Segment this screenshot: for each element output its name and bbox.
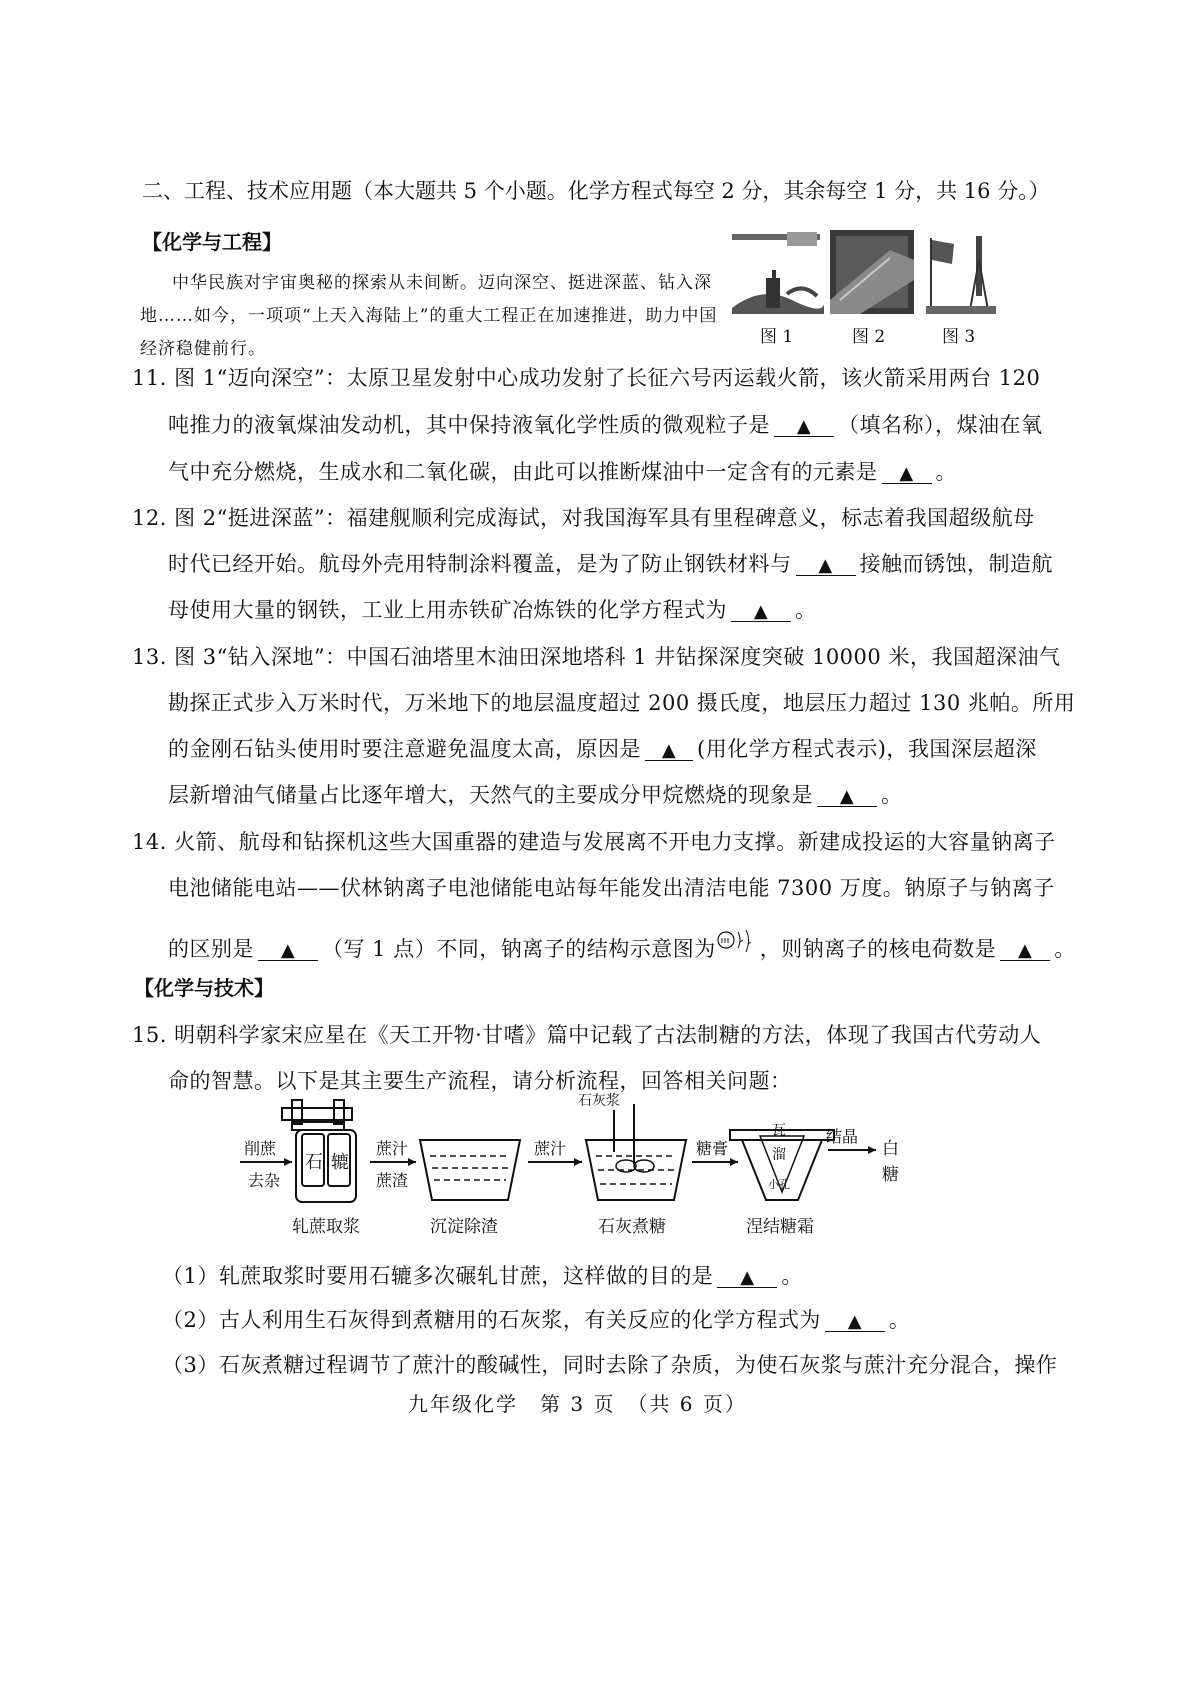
arrow1-label-top: 蔗汁 [376, 1139, 409, 1158]
roller-left-label: 石 [305, 1152, 323, 1173]
q15-line-2: 命的智慧。以下是其主要生产流程，请分析流程，回答相关问题： [168, 1069, 792, 1093]
figure-1-caption: 图 1 [760, 327, 794, 347]
q15-line-1: 15. 明朝科学家宋应星在《天工开物·甘嗜》篇中记载了古法制糖的方法，体现了我国古代劳动人 [132, 1023, 1042, 1047]
roller-right-label: 辘 [331, 1152, 349, 1173]
section-title: 二、工程、技术应用题（本大题共 5 个小题。化学方程式每空 2 分，其余每空 1 分，共 16 分。） [142, 179, 1050, 203]
arrow2-label-top: 蔗汁 [534, 1139, 567, 1158]
q14-line-3: 的区别是 ▲ （写 1 点）不同，钠离子的结构示意图为 ，则钠离子的核电荷数是 ▲ 。 [168, 930, 1076, 963]
output-label-2: 糖 [882, 1165, 899, 1185]
figure-2-image [830, 230, 914, 314]
answer-blank[interactable]: ▲ [774, 416, 834, 437]
answer-blank[interactable]: ▲ [645, 740, 693, 761]
intro-line-2: 地……如今，一项项“上天入海陆上”的重大工程正在加速推进，助力中国 [140, 306, 718, 326]
q13-line-3: 的金刚石钻头使用时要注意避免温度太高，原因是 ▲ (用化学方程式表示)，我国深层超深 [168, 737, 1037, 761]
answer-blank[interactable]: ▲ [1000, 940, 1050, 961]
intro-line-1: 中华民族对宇宙奥秘的探索从未间断。迈向深空、挺进深蓝、钻入深 [172, 273, 712, 293]
answer-blank[interactable]: ▲ [717, 1267, 777, 1288]
answer-blank[interactable]: ▲ [882, 463, 932, 484]
lime-slurry-label: 石灰浆 [578, 1093, 620, 1109]
funnel-mid-label: 溜 [772, 1147, 786, 1163]
figure-1-image [732, 230, 824, 314]
step-caption-1: 轧蔗取浆 [292, 1217, 360, 1237]
q14-line-2: 电池储能电站——伏林钠离子电池储能电站每年能发出清洁电能 7300 万度。钠原子与钠离子 [168, 876, 1055, 900]
answer-blank[interactable]: ▲ [796, 555, 856, 576]
q12-line-2: 时代已经开始。航母外壳用特制涂料覆盖，是为了防止钢铁材料与 ▲ 接触而锈蚀，制造航 [168, 552, 1053, 576]
q13-line-2: 勘探正式步入万米时代，万米地下的地层温度超过 200 摄氏度，地层压力超过 130 兆帕。所用 [168, 691, 1076, 715]
step-caption-3: 石灰煮糖 [598, 1217, 666, 1237]
q15-sub2: （2）古人利用生石灰得到煮糖用的石灰浆，有关反应的化学方程式为 ▲ 。 [162, 1308, 911, 1332]
figure-2-caption: 图 2 [852, 327, 886, 347]
q12-line-3: 母使用大量的钢铁，工业上用赤铁矿冶炼铁的化学方程式为 ▲ 。 [168, 598, 817, 622]
q11-line-1: 11. 图 1“迈向深空”：太原卫星发射中心成功发射了长征六号丙运载火箭，该火箭采用两台 120 [132, 366, 1041, 390]
q12-line-1: 12. 图 2“挺进深蓝”：福建舰顺利完成海试，对我国海军具有里程碑意义，标志着我国超级航母 [132, 506, 1035, 530]
figure-3-image [926, 230, 996, 314]
sugar-process-diagram [230, 1090, 910, 1240]
q14-line-1: 14. 火箭、航母和钻探机这些大国重器的建造与发展离不开电力支撑。新建成投运的大容量钠离子 [132, 830, 1056, 854]
intro-line-3: 经济稳健前行。 [140, 339, 266, 359]
input-label-bottom: 去杂 [248, 1171, 281, 1190]
step-caption-2: 沉淀除渣 [430, 1217, 498, 1237]
q13-line-1: 13. 图 3“钻入深地”：中国石油塔里木油田深地塔科 1 井钻探深度突破 10000 米，我国超深油气 [132, 645, 1061, 669]
q11-line-3: 气中充分燃烧，生成水和二氧化碳，由此可以推断煤油中一定含有的元素是 ▲ 。 [168, 460, 957, 484]
q15-sub1: （1）轧蔗取浆时要用石辘多次碾轧甘蔗，这样做的目的是 ▲ 。 [162, 1264, 803, 1288]
page-footer: 九年级化学 第 3 页 （共 6 页） [408, 1392, 747, 1416]
q15-sub3: （3）石灰煮糖过程调节了蔗汁的酸碱性，同时去除了杂质，为使石灰浆与蔗汁充分混合，操作 [162, 1353, 1058, 1377]
arrow3-label-top: 糖膏 [696, 1139, 729, 1158]
answer-blank[interactable]: ▲ [825, 1311, 885, 1332]
figure-3-caption: 图 3 [942, 327, 976, 347]
step-caption-4: 涅结糖霜 [746, 1217, 814, 1237]
answer-blank[interactable]: ▲ [817, 786, 877, 807]
sodium-ion-structure-icon [716, 930, 760, 958]
part2-header: 【化学与技术】 [134, 976, 274, 1000]
q13-line-4: 层新增油气储量占比逐年增大，天然气的主要成分甲烷燃烧的现象是 ▲ 。 [168, 783, 903, 807]
answer-blank[interactable]: ▲ [731, 601, 791, 622]
answer-blank[interactable]: ▲ [258, 940, 318, 961]
arrow1-label-bottom: 蔗渣 [376, 1171, 409, 1190]
funnel-hole-label: 小孔 [768, 1178, 790, 1191]
arrow4-label-top: 结晶 [826, 1127, 859, 1146]
input-label-top: 削蔗 [244, 1139, 277, 1158]
funnel-top-label: 瓦 [772, 1123, 786, 1139]
q11-line-2: 吨推力的液氧煤油发动机，其中保持液氧化学性质的微观粒子是 ▲ （填名称），煤油在氧 [168, 413, 1043, 437]
part1-header: 【化学与工程】 [142, 230, 282, 254]
output-label-1: 白 [882, 1139, 899, 1159]
